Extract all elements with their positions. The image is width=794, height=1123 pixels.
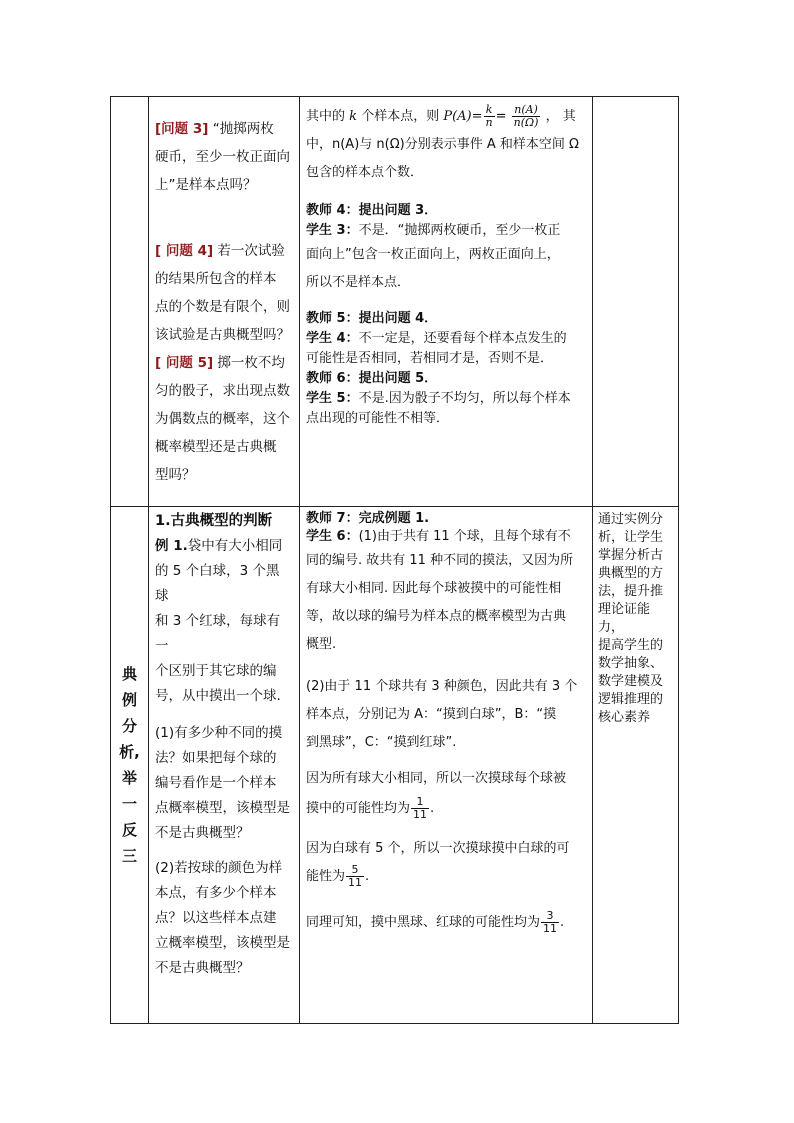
text: 号，从中摸出一个球.: [155, 688, 281, 704]
lesson-plan-table: [110, 96, 679, 1024]
text: 不是．“抛掷两枚硬币，至少一枚正: [358, 223, 561, 238]
teacher-line: 教师 7：完成例题 1.: [306, 511, 430, 526]
fraction: [411, 796, 429, 821]
question-4-text: 若一次试验: [213, 243, 285, 259]
text: 袋中有大小相同: [187, 538, 283, 554]
text: 和 3 个红球，每球有一: [155, 613, 281, 654]
question-3-text: “抛掷两枚: [208, 121, 274, 137]
fraction-numerator: 5: [346, 864, 364, 877]
question-5-text: 型吗？: [155, 467, 196, 483]
question-5-text: 掷一枚不均: [213, 355, 285, 371]
fraction-numerator: k: [484, 104, 495, 117]
text: 个样本点，则: [361, 109, 440, 124]
text: 可能性是否相同，若相同才是，否则不是．: [306, 351, 554, 366]
text: (1)由于共有 11 个球，且每个球有不: [358, 529, 571, 544]
question-5-tag: [ 问题 5]: [155, 355, 214, 371]
text: 个区别于其它球的编: [155, 663, 277, 679]
intent-cell: [593, 507, 679, 1024]
section-title-char: 举: [121, 769, 137, 787]
question-4-tag: [ 问题 4]: [155, 243, 214, 259]
fraction: [346, 864, 364, 889]
question-3-text: 硬币，至少一枚正面向: [155, 149, 290, 165]
fraction-numerator: 3: [541, 910, 559, 923]
fraction: [484, 104, 495, 129]
design-intent: [593, 507, 678, 727]
fraction: [541, 910, 559, 935]
question-4-text: 点的个数是有限个，则: [155, 299, 290, 315]
student-label: 学生 5：: [306, 391, 359, 406]
text: 能性为: [306, 869, 346, 884]
section-cell: [111, 97, 149, 507]
section-title-char: 分: [121, 717, 137, 735]
text: 点？以这些样本点建: [155, 910, 277, 926]
intent-line: 理论证能力，: [598, 602, 651, 635]
text: 同理可知，摸中黑球、红球的可能性均为: [306, 915, 541, 930]
text: 因为白球有 5 个，所以一次摸球摸中白球的可: [306, 841, 570, 856]
formula: P(A)=: [443, 109, 483, 124]
text: 样本点，分别记为 A：“摸到白球”，B：“摸: [306, 707, 557, 722]
intent-line: 通过实例分: [598, 512, 664, 527]
text: ， 其: [545, 109, 576, 124]
intent-line: 典概型的方: [598, 566, 664, 581]
questions-cell: [149, 97, 300, 507]
text: 面向上”包含一枚正面向上，两枚正面向上，: [306, 247, 560, 262]
table-row: [111, 97, 679, 507]
text: 到黑球”，C：“摸到红球”.: [306, 735, 457, 750]
text: 中，n(A)与 n(Ω)分别表示事件 A 和样本空间 Ω: [306, 137, 579, 152]
fraction-denominator: 11: [413, 808, 428, 821]
text: 不是古典概型？: [155, 825, 250, 841]
section-title-char: 三: [121, 847, 137, 865]
question-5-text: 为偶数点的概率，这个: [155, 411, 290, 427]
text: 因为所有球大小相同，所以一次摸球每个球被: [306, 771, 567, 786]
intent-line: 数学建模及: [598, 674, 664, 689]
student-label: 学生 3：: [306, 223, 359, 238]
intent-line: 掌握分析古: [598, 548, 664, 563]
teacher-line: 教师 6：提出问题 5．: [306, 371, 438, 386]
section-title-char: 析,: [119, 743, 140, 761]
question-5-text: 匀的骰子，求出现点数: [155, 383, 290, 399]
fraction-denominator: 11: [348, 876, 363, 889]
text: 法？如果把每个球的: [155, 750, 277, 766]
text: 概型.: [306, 637, 337, 652]
text: .: [365, 869, 370, 884]
fraction-numerator: 1: [411, 796, 429, 809]
table-row: [111, 507, 679, 1024]
example-heading: 1.古典概型的判断: [155, 513, 273, 529]
text: 不是.因为骰子不均匀，所以每个样本: [358, 391, 571, 406]
activities-cell: [300, 97, 593, 507]
text: 点出现的可能性不相等．: [306, 411, 450, 426]
text: 有球大小相同. 因此每个球被摸中的可能性相: [306, 581, 562, 596]
text: .: [560, 915, 565, 930]
text: .: [430, 801, 435, 816]
intent-line: 法，提升推: [598, 584, 664, 599]
fraction-numerator: n(A): [512, 104, 541, 117]
solution-cell: [300, 507, 593, 1024]
text: (2)由于 11 个球共有 3 种颜色，因此共有 3 个: [306, 679, 578, 694]
student-label: 学生 6：: [306, 529, 359, 544]
text: 不一定是，还要看每个样本点发生的: [358, 331, 567, 346]
text: 所以不是样本点．: [306, 275, 411, 290]
text: 的 5 个白球，3 个黑球: [155, 563, 280, 604]
text: 不是古典概型？: [155, 960, 250, 976]
intent-cell: [593, 97, 679, 507]
text: 同的编号. 故共有 11 种不同的摸法，又因为所: [306, 553, 574, 568]
teacher-line: 教师 4：提出问题 3．: [306, 203, 438, 218]
intent-line: 数学抽象、: [598, 656, 664, 671]
intent-line: 逻辑推理的: [598, 692, 664, 707]
intent-line: 析，让学生: [598, 530, 664, 545]
text: 本点，有多少个样本: [155, 885, 277, 901]
section-title-char: 典: [121, 665, 137, 683]
teacher-line: 教师 5：提出问题 4．: [306, 311, 438, 326]
section-title-char: 一: [121, 795, 137, 813]
student-label: 学生 4：: [306, 331, 359, 346]
text: =: [495, 109, 507, 124]
intent-line: 核心素养: [598, 710, 651, 725]
text: 立概率模型，该模型是: [155, 935, 290, 951]
example-label: 例 1.: [155, 538, 188, 554]
text: k: [349, 109, 358, 124]
text: 其中的: [306, 109, 346, 124]
fraction-denominator: n: [485, 116, 493, 129]
text: 包含的样本点个数．: [306, 165, 424, 180]
fraction-denominator: 11: [543, 922, 558, 935]
question-3-tag: [问题 3]: [155, 121, 209, 137]
text: 摸中的可能性均为: [306, 801, 411, 816]
question-4-text: 该试验是古典概型吗？: [155, 327, 290, 343]
text: 编号看作是一个样本: [155, 775, 277, 791]
fraction-denominator: n(Ω): [513, 116, 539, 129]
question-4-text: 的结果所包含的样本: [155, 271, 277, 287]
section-title-char: 例: [121, 691, 137, 709]
example-cell: [149, 507, 300, 1024]
intent-line: 提高学生的: [598, 638, 664, 653]
text: 等，故以球的编号为样本点的概率模型为古典: [306, 609, 567, 624]
question-3-text: 上”是样本点吗？: [155, 177, 257, 193]
fraction: [512, 104, 541, 129]
text: (1)有多少种不同的摸: [155, 725, 283, 741]
text: (2)若按球的颜色为样: [155, 860, 283, 876]
text: 点概率模型，该模型是: [155, 800, 290, 816]
section-title-char: 反: [121, 821, 137, 839]
question-5-text: 概率模型还是古典概: [155, 439, 277, 455]
section-title: [111, 507, 149, 1024]
